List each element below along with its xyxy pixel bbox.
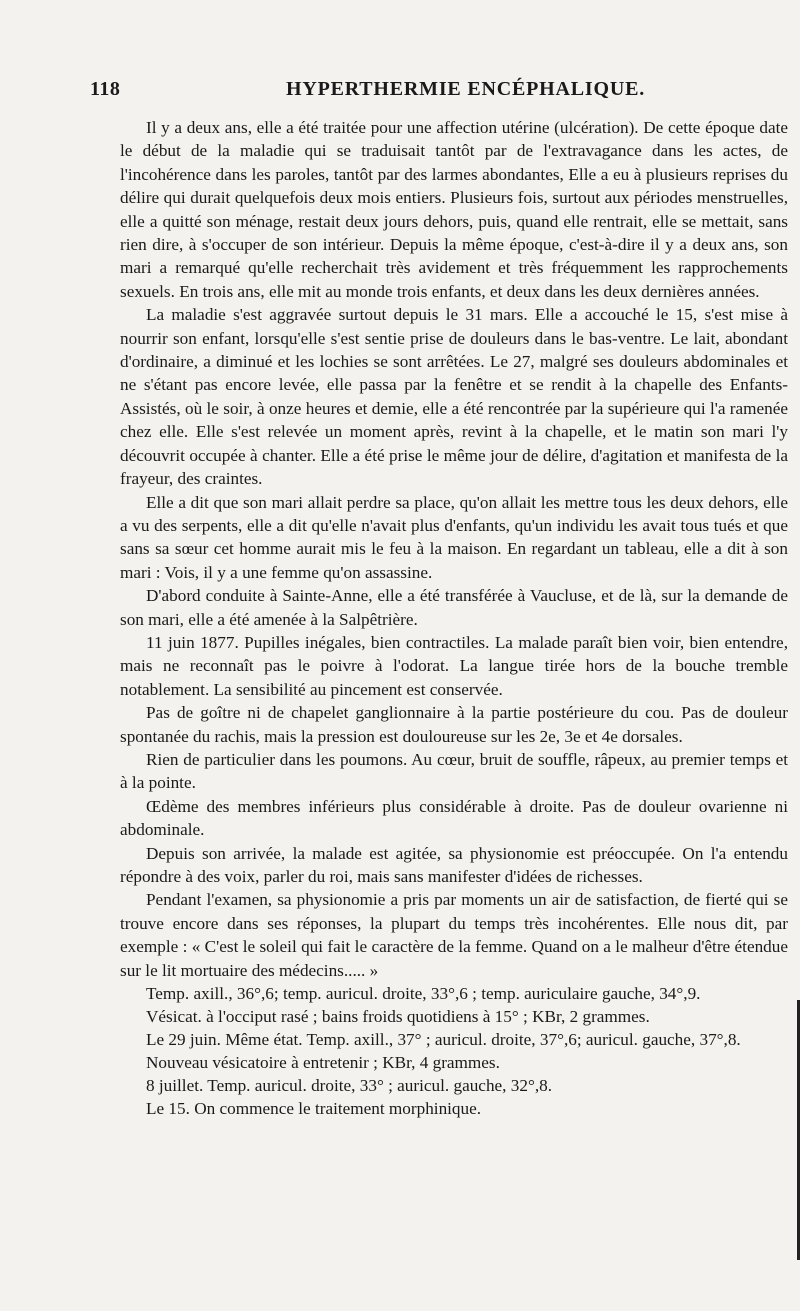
paragraph-july-8: 8 juillet. Temp. auricul. droite, 33° ; auricul. gauche, 32°,8.: [146, 1076, 553, 1096]
paragraph-history: Il y a deux ans, elle a été traitée pour une affection utérine (ulcération). De cette époque date le début de la maladie qui se traduisait tantôt par de l'extravagance dans les actes, de l'incohérence dans les paroles, tantôt par des larmes abondantes, Elle a eu à plusieurs reprises du délire qui durait quelquefois deux mois entiers. Plusieurs fois, surtout aux périodes menstruelles, elle a quitté son ménage, restait deux jours dehors, puis, quand elle rentrait, elle se mettait, sans rien dire, à s'occuper de son intérieur. Depuis la même époque, c'est-à-dire il y a deux ans, son mari a remarqué qu'elle recherchait très avidement et très fréquemment les rapprochements sexuels. En trois ans, elle mit au monde trois enfants, et deux dans les deux dernières années.: [120, 118, 788, 301]
page-header: [90, 78, 700, 106]
paragraph-july-15: Le 15. On commence le traitement morphinique.: [146, 1099, 482, 1119]
paragraph-examination-quote: Pendant l'examen, sa physionomie a pris par moments un air de satisfaction, de fierté qui se trouve encore dans ses réponses, la plupart du temps très incohérentes. Elle nous dit, par exemple : « C'est le soleil qui fait le caractère de la femme. Quand on a le malheur d'être étendue sur le lit mortuaire des médecins..... »: [120, 890, 788, 980]
paragraph-temperature-1: Temp. axill., 36°,6; temp. auricul. droite, 33°,6 ; temp. auriculaire gauche, 34°,9.: [146, 984, 701, 1004]
paragraph-delusions: Elle a dit que son mari allait perdre sa place, qu'on allait les mettre tous les deux dehors, elle a vu des serpents, elle a dit qu'elle n'avait plus d'enfants, qu'un individu les avait tous tués et que sans sa sœur cet homme aurait mis le feu à la maison. En regardant un tableau, elle a dit à son mari : Vois, il y a une femme qu'on assassine.: [120, 492, 788, 582]
paragraph-treatment-2: Nouveau vésicatoire à entretenir ; KBr, 4 grammes.: [146, 1053, 500, 1073]
paragraph-neck-spine: Pas de goître ni de chapelet ganglionnaire à la partie postérieure du cou. Pas de douleur spontanée du rachis, mais la pression est douloureuse sur les 2e, 3e et 4e dorsales.: [120, 703, 788, 746]
paragraph-aggravation: La maladie s'est aggravée surtout depuis le 31 mars. Elle a accouché le 15, s'est mise à nourrir son enfant, lorsqu'elle s'est sentie prise de douleurs dans le bas-ventre. Le lait, abondant d'ordinaire, a diminué et les lochies se sont arrêtées. Le 27, malgré ses douleurs abdominales et ne s'étant pas encore levée, elle passa par la fenêtre et se rendit à la chapelle des Enfants-Assistés, où le soir, à onze heures et demie, elle a été rencontrée par la supérieure qui l'a ramenée chez elle. Elle s'est relevée un moment après, revint à la chapelle, et le matin son mari l'y découvrit occupée à chanter. Elle a été prise le même jour de délire, d'agitation et manifesta de la frayeur, des craintes.: [120, 305, 788, 489]
paragraph-edema: Œdème des membres inférieurs plus considérable à droite. Pas de douleur ovarienne ni abdominale.: [120, 796, 788, 840]
paragraph-treatment-1: Vésicat. à l'occiput rasé ; bains froids quotidiens à 15° ; KBr, 2 grammes.: [146, 1007, 650, 1027]
body-text: [120, 116, 788, 1120]
paragraph-exam-june-11: 11 juin 1877. Pupilles inégales, bien contractiles. La malade paraît bien voir, bien entendre, mais ne reconnaît pas le poivre à l'odorat. La langue tirée hors de la bouche tremble notablement. La sensibilité au pincement est conservée.: [120, 632, 788, 699]
page-number: 118: [90, 78, 121, 100]
running-title: HYPERTHERMIE ENCÉPHALIQUE.: [286, 78, 646, 100]
paragraph-lungs-heart: Rien de particulier dans les poumons. Au cœur, bruit de souffle, râpeux, au premier temps et à la pointe.: [120, 749, 788, 793]
paragraph-transfer: D'abord conduite à Sainte-Anne, elle a été transférée à Vaucluse, et de là, sur la demande de son mari, elle a été amenée à la Salpêtrière.: [120, 586, 788, 629]
paragraph-june-29: Le 29 juin. Même état. Temp. axill., 37° ; auricul. droite, 37°,6; auricul. gauche, 37°,8.: [146, 1030, 741, 1050]
paragraph-agitation: Depuis son arrivée, la malade est agitée, sa physionomie est préoccupée. On l'a entendu répondre à des voix, parler du roi, mais sans manifester d'idées de richesses.: [120, 843, 788, 886]
